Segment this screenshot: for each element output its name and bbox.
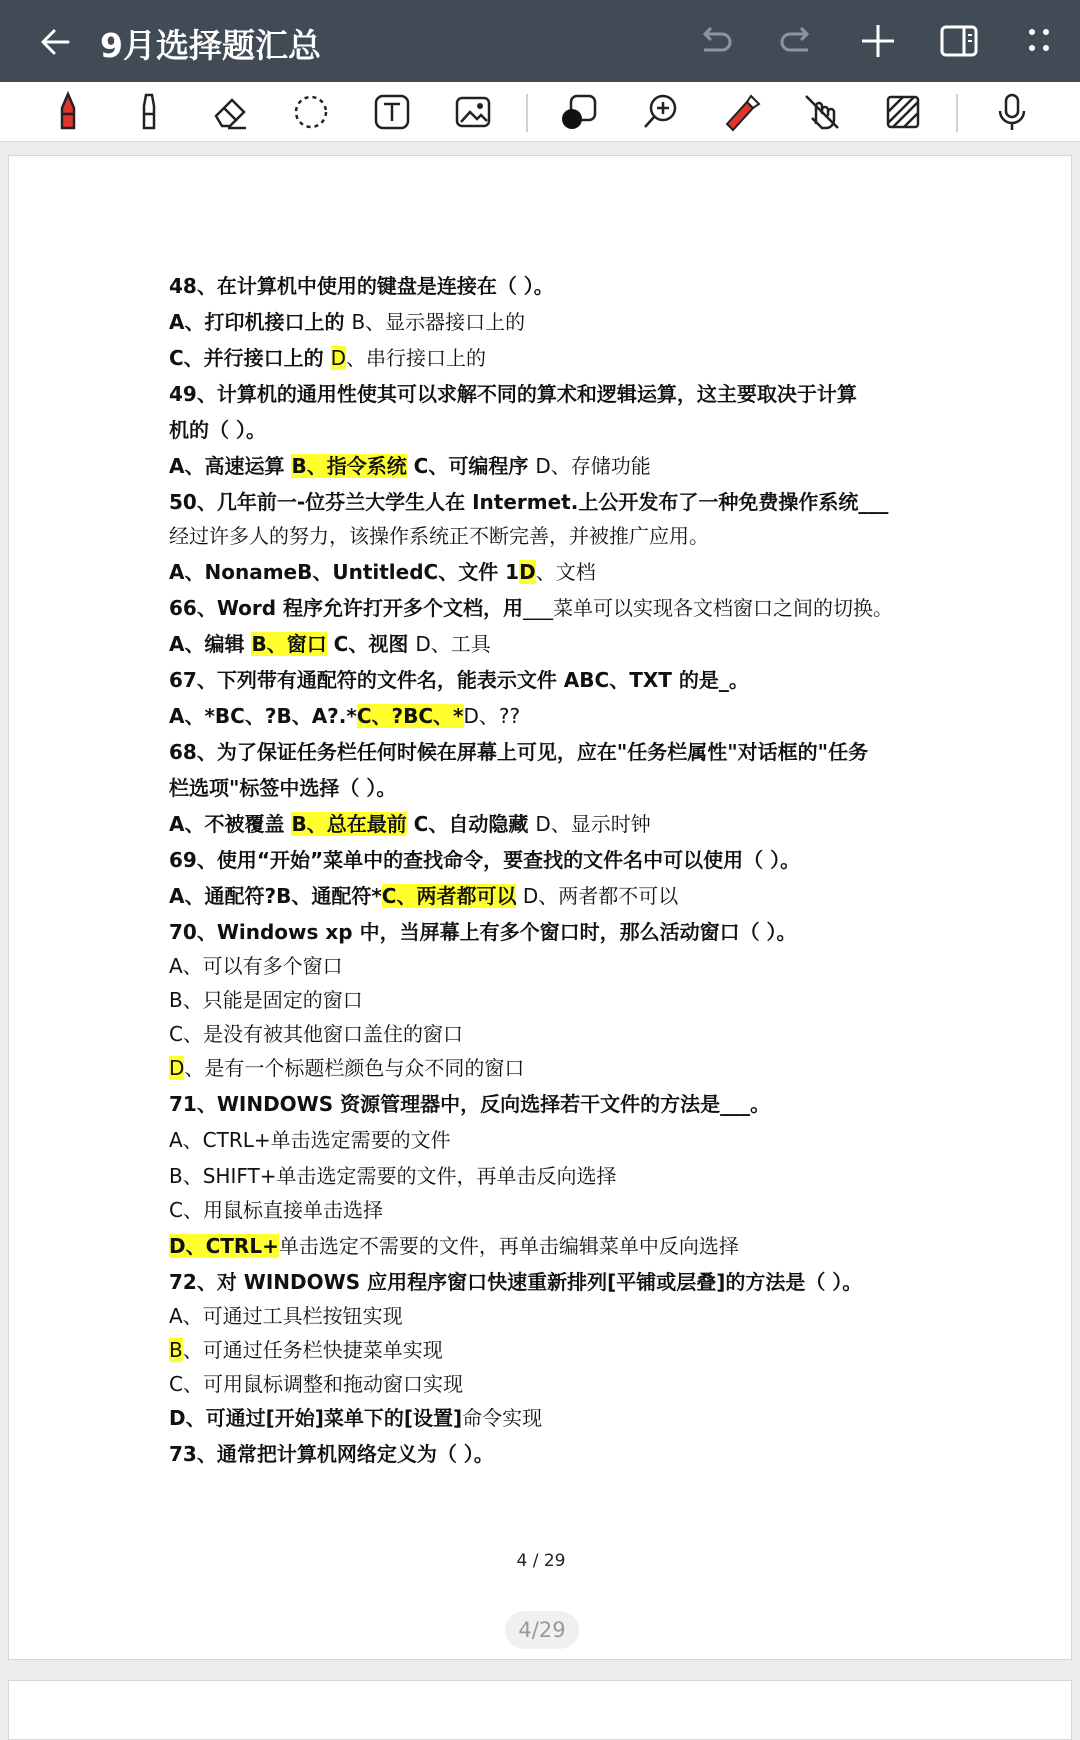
question-71-option-c: C、用鼠标直接单击选择	[169, 1198, 383, 1222]
question-68-options: A、不被覆盖 B、总在最前 C、自动隐藏 D、显示时钟	[169, 812, 651, 836]
add-icon[interactable]	[857, 20, 899, 62]
back-arrow-icon[interactable]	[38, 22, 78, 62]
eraser-icon[interactable]	[208, 90, 252, 134]
question-72-option-a: A、可通过工具栏按钮实现	[169, 1304, 403, 1328]
image-icon[interactable]	[451, 90, 495, 134]
shape-fill-icon[interactable]	[557, 90, 601, 134]
answer-highlight: B、指令系统	[291, 454, 407, 478]
question-73: 73、通常把计算机网络定义为（ ）。	[169, 1442, 494, 1466]
question-49-cont: 机的（ ）。	[169, 418, 266, 442]
question-70-option-a: A、可以有多个窗口	[169, 954, 343, 978]
redo-icon[interactable]	[776, 20, 818, 62]
pattern-icon[interactable]	[881, 90, 925, 134]
question-66-options: A、编辑 B、窗口 C、视图 D、工具	[169, 632, 491, 656]
question-67: 67、下列带有通配符的文件名，能表示文件 ABC、TXT 的是_。	[169, 668, 749, 692]
answer-highlight: D	[330, 346, 347, 370]
question-68: 68、为了保证任务栏任何时候在屏幕上可见，应在"任务栏属性"对话框的"任务	[169, 740, 869, 764]
answer-highlight: C、两者都可以	[381, 884, 517, 908]
question-72-option-b: B、可通过任务栏快捷菜单实现	[169, 1338, 443, 1362]
undo-icon[interactable]	[694, 20, 736, 62]
question-48-options-cd: C、并行接口上的 D、串行接口上的	[169, 346, 487, 370]
question-70-option-b: B、只能是固定的窗口	[169, 988, 363, 1012]
question-49-options: A、高速运算 B、指令系统 C、可编程序 D、存储功能	[169, 454, 651, 478]
question-72-option-d: D、可通过[开始]菜单下的[设置]命令实现	[169, 1406, 543, 1430]
more-options-icon[interactable]	[1018, 20, 1060, 62]
answer-highlight: B、总在最前	[291, 812, 407, 836]
question-69-options: A、通配符?B、通配符*C、两者都可以 D、两者都不可以	[169, 884, 679, 908]
answer-highlight: B	[169, 1338, 183, 1362]
question-67-options: A、*BC、?B、A?.*C、?BC、*D、??	[169, 704, 521, 728]
annotation-toolbar	[0, 82, 1080, 142]
question-71: 71、WINDOWS 资源管理器中，反向选择若干文件的方法是___。	[169, 1092, 771, 1116]
page-indicator[interactable]: 4/29	[505, 1611, 579, 1649]
document-page	[8, 155, 1072, 1660]
question-71-option-d: D、CTRL+单击选定不需要的文件，再单击编辑菜单中反向选择	[169, 1234, 739, 1258]
question-70: 70、Windows xp 中，当屏幕上有多个窗口时，那么活动窗口（ ）。	[169, 920, 797, 944]
question-70-option-d: D、是有一个标题栏颜色与众不同的窗口	[169, 1056, 525, 1080]
answer-highlight: C、?BC、*	[356, 704, 464, 728]
answer-highlight: B、窗口	[251, 632, 327, 656]
hand-write-off-icon[interactable]	[800, 90, 844, 134]
question-48-options-ab: A、打印机接口上的 B、显示器接口上的	[169, 310, 526, 334]
question-72-option-c: C、可用鼠标调整和拖动窗口实现	[169, 1372, 463, 1396]
question-70-option-c: C、是没有被其他窗口盖住的窗口	[169, 1022, 463, 1046]
highlighter-icon[interactable]	[127, 90, 171, 134]
document-title: 9月选择题汇总	[100, 26, 321, 65]
panel-toggle-icon[interactable]	[938, 20, 980, 62]
zoom-in-icon[interactable]	[638, 90, 682, 134]
page-footer-number: 4 / 29	[516, 1551, 566, 1571]
lasso-select-icon[interactable]	[289, 90, 333, 134]
pen-icon[interactable]	[46, 90, 90, 134]
question-49: 49、计算机的通用性使其可以求解不同的算术和逻辑运算，这主要取决于计算	[169, 382, 857, 406]
microphone-icon[interactable]	[990, 90, 1034, 134]
top-bar	[0, 0, 1080, 82]
question-50-cont: 经过许多人的努力，该操作系统正不断完善，并被推广应用。	[169, 524, 709, 548]
question-72: 72、对 WINDOWS 应用程序窗口快速重新排列[平铺或层叠]的方法是（ ）。	[169, 1270, 863, 1294]
question-68-cont: 栏选项"标签中选择（ ）。	[169, 776, 397, 800]
next-page-preview	[8, 1680, 1072, 1740]
question-71-option-a: A、CTRL+单击选定需要的文件	[169, 1128, 451, 1152]
answer-highlight: D	[519, 560, 536, 584]
answer-highlight: D	[169, 1056, 185, 1080]
answer-highlight: D、CTRL+	[169, 1234, 279, 1258]
question-69: 69、使用“开始”菜单中的查找命令，要查找的文件名中可以使用（ ）。	[169, 848, 801, 872]
question-71-option-b: B、SHIFT+单击选定需要的文件，再单击反向选择	[169, 1164, 617, 1188]
text-box-icon[interactable]	[370, 90, 414, 134]
question-50-options: A、NonameB、UntitledC、文件 1D、文档	[169, 560, 596, 584]
toolbar-separator	[526, 94, 528, 132]
laser-pointer-icon[interactable]	[719, 90, 763, 134]
question-50: 50、几年前一-位芬兰大学生人在 Intermet.上公开发布了一种免费操作系统___	[169, 490, 889, 514]
question-48: 48、在计算机中使用的键盘是连接在（ ）。	[169, 274, 554, 298]
toolbar-separator	[956, 94, 958, 132]
question-66: 66、Word 程序允许打开多个文档，用___菜单可以实现各文档窗口之间的切换。	[169, 596, 894, 620]
